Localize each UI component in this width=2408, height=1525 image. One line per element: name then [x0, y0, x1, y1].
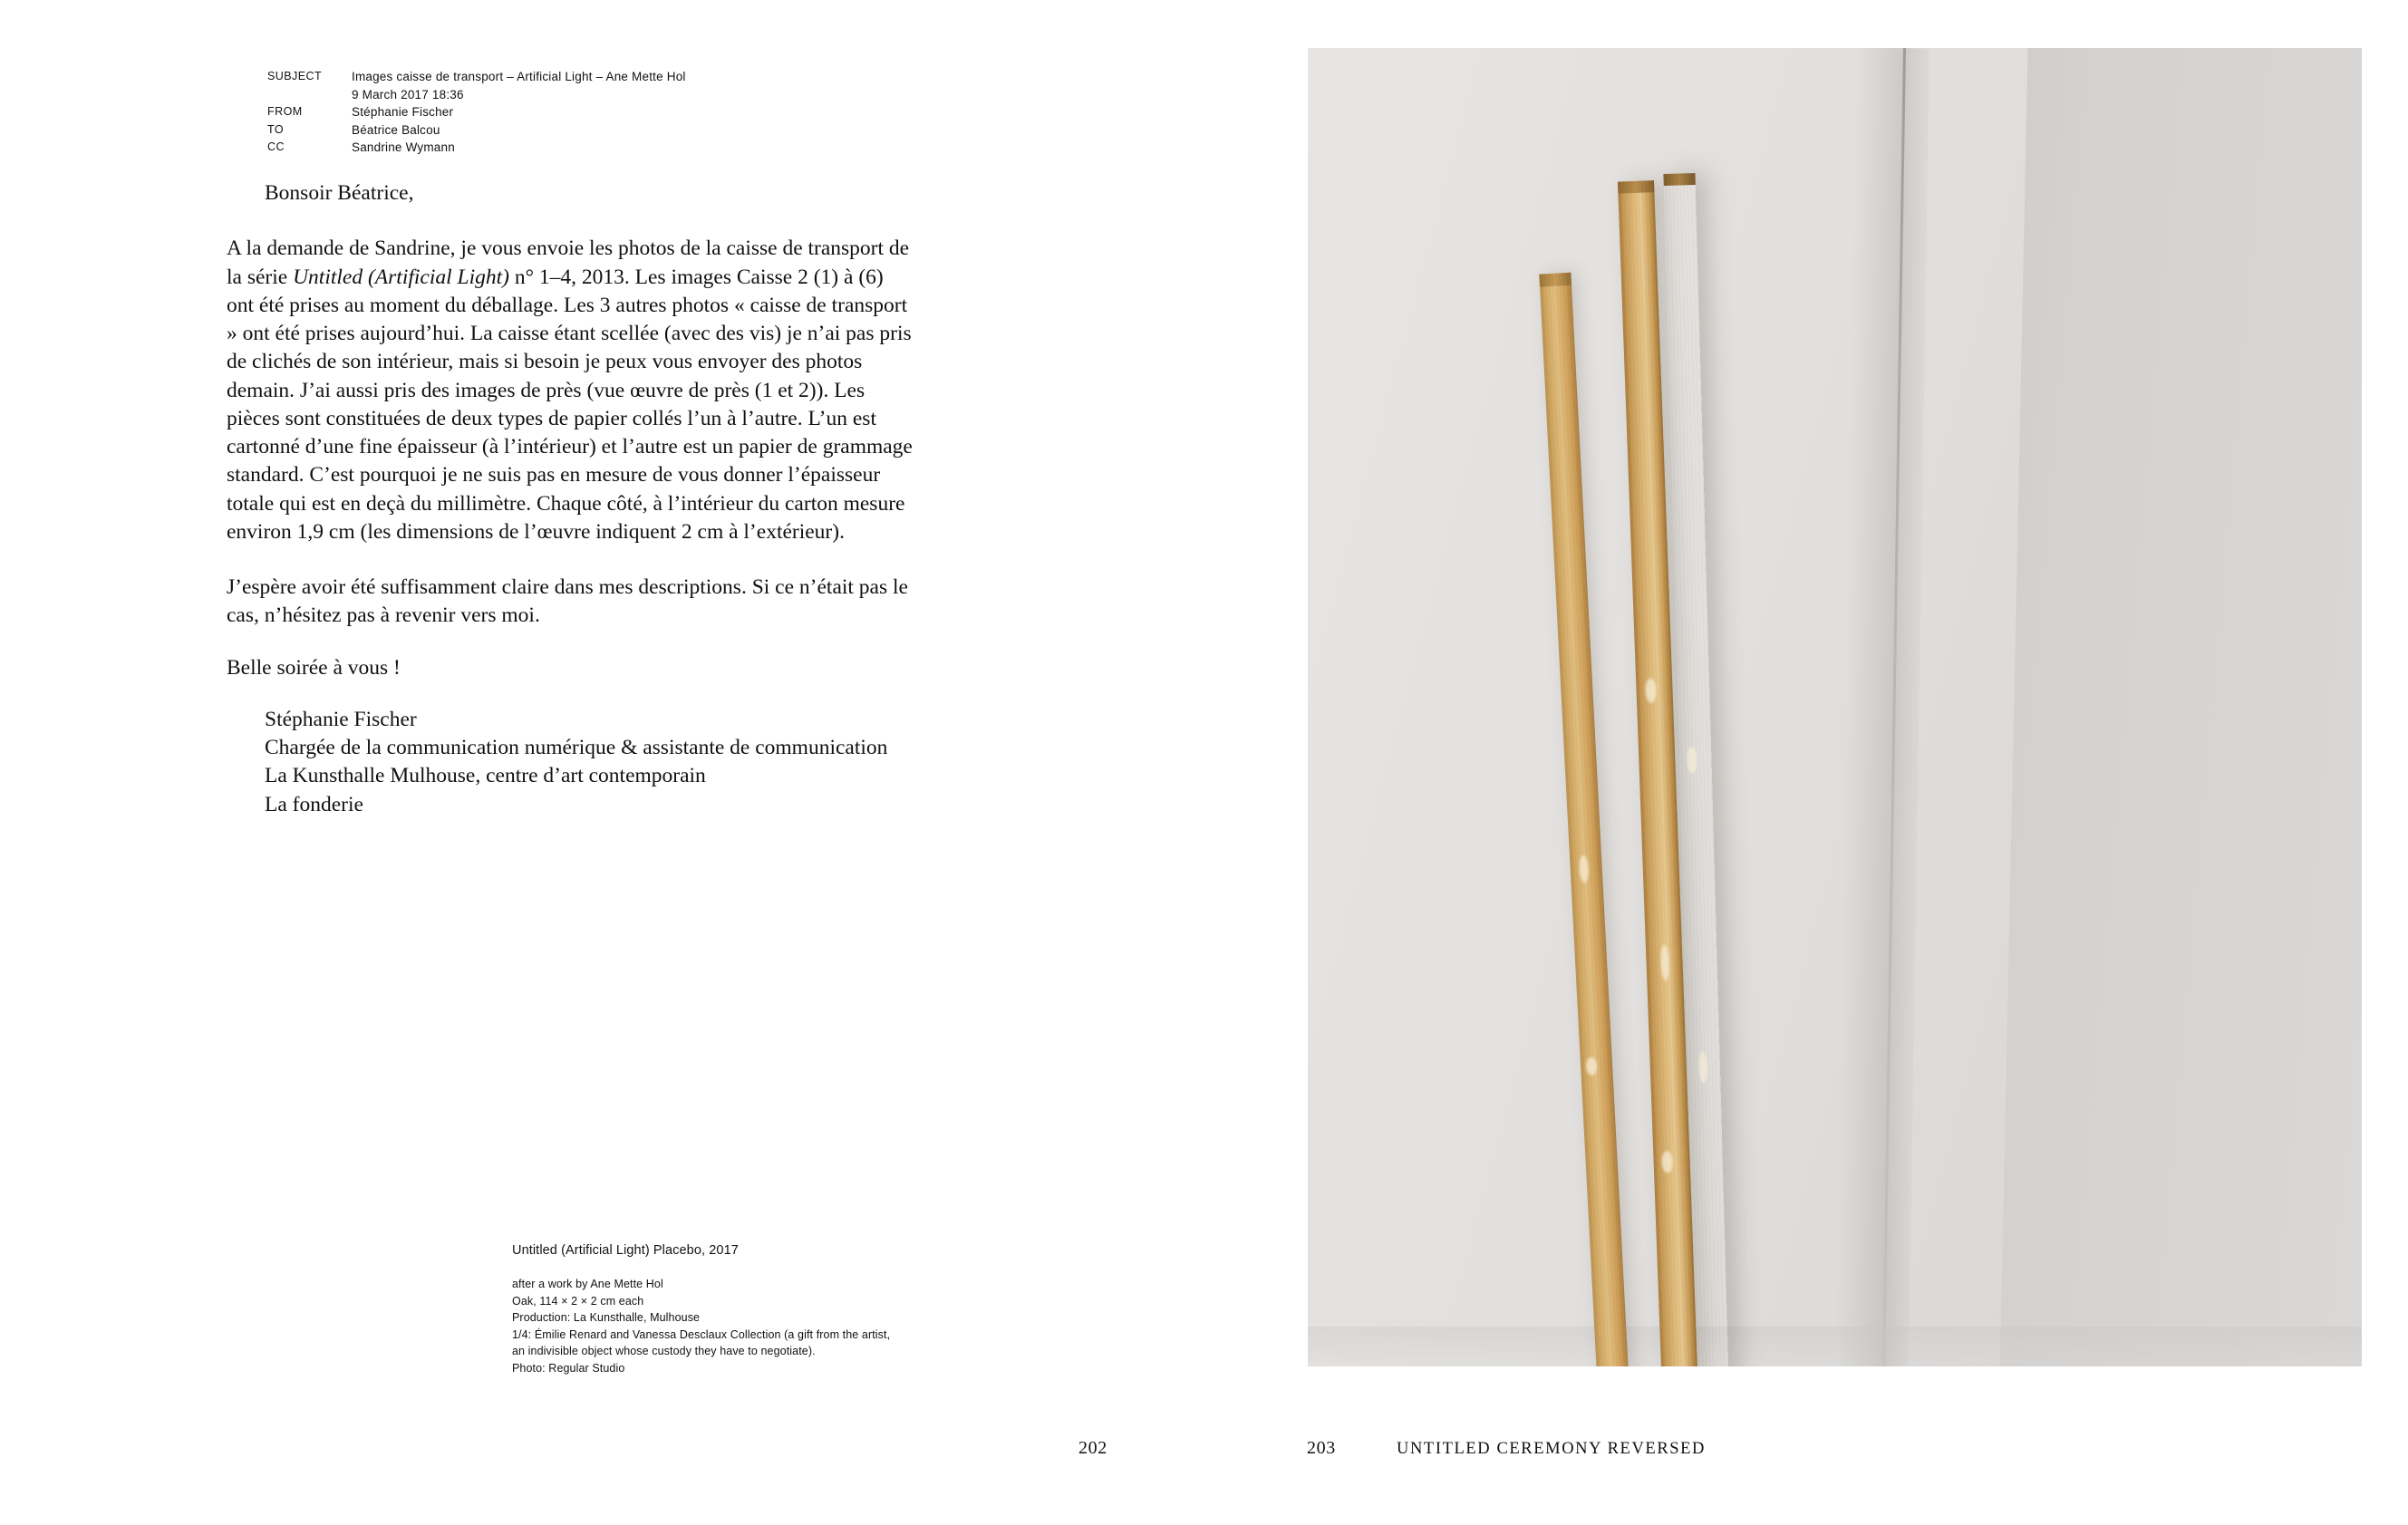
email-subject-row [267, 68, 902, 86]
folio-right: 203 [1307, 1438, 1336, 1458]
caption-title: Untitled (Artificial Light) Placebo, 2017 [512, 1243, 739, 1258]
email-from-row [267, 103, 902, 121]
letter-signature [227, 706, 915, 819]
email-datetime: 9 March 2017 18:36 [352, 87, 464, 101]
signature-line: La fonderie [265, 792, 363, 816]
email-header [267, 68, 902, 157]
email-to-value: Béatrice Balcou [352, 122, 440, 137]
email-from-label: FROM [267, 105, 303, 119]
oak-bar-1-knot [1586, 1057, 1598, 1076]
email-to-row [267, 121, 902, 140]
caption-line: Oak, 114 × 2 × 2 cm each [512, 1294, 644, 1308]
email-cc-label: CC [267, 140, 285, 154]
caption-line: 1/4: Émilie Renard and Vanessa Desclaux Collection (a gift from the artist, [512, 1327, 891, 1341]
letter-greeting: Bonsoir Béatrice, [265, 181, 414, 205]
artwork-photo [1308, 48, 2362, 1366]
caption-line: after a work by Ane Mette Hol [512, 1278, 663, 1290]
email-from-value: Stéphanie Fischer [352, 105, 454, 120]
oak-bar-2-knot [1661, 1151, 1673, 1173]
caption-line: Photo: Regular Studio [512, 1361, 625, 1375]
signature-line: La Kunsthalle Mulhouse, centre d’art contemporain [265, 764, 706, 788]
letter-body [227, 179, 915, 819]
running-head: UNTITLED CEREMONY REVERSED [1397, 1440, 1707, 1458]
caption-line: Production: La Kunsthalle, Mulhouse [512, 1311, 701, 1324]
email-cc-row [267, 139, 902, 157]
caption-line: an indivisible object whose custody they have to negotiate). [512, 1345, 816, 1357]
caption-details [512, 1276, 1020, 1376]
signature-line: Stéphanie Fischer [265, 707, 417, 731]
email-subject-value: Images caisse de transport – Artificial Light – Ane Mette Hol [352, 70, 686, 83]
letter-paragraph-2: J’espère avoir été suffisamment claire dans mes descriptions. Si ce n’était pas le cas, n’hésitez pas à revenir vers moi. [227, 575, 908, 628]
folio-left: 202 [1078, 1438, 1107, 1458]
email-to-label: TO [267, 122, 285, 136]
artwork-caption [512, 1243, 1020, 1376]
email-subject-label: SUBJECT [267, 70, 323, 82]
floor-plane [1308, 1327, 2362, 1366]
letter-paragraph-3: Belle soirée à vous ! [227, 655, 401, 680]
signature-line: Chargée de la communication numérique & assistante de communication [265, 736, 888, 759]
letter-paragraph-1: A la demande de Sandrine, je vous envoie les photos de la caisse de transport de la série Untitled (Artificial Light) n° 1–4, 2013. Les images Caisse 2 (1) à (6) ont été prises au moment du déballage. Les 3 autres photos « caisse de transport » ont été prises aujourd’hui. La caisse étant scellée (avec des vis) je n’ai pas pris de clichés de son intérieur, mais si besoin je peux vous envoyer des photos demain. J’ai aussi pris des images de près (vue œuvre de près (1 et 2)). Les pièces sont constituées de deux types de papier collés l’un à l’autre. L’un est cartonné d’une fine épaisseur (à l’intérieur) et l’autre est un papier de grammage standard. C’est pourquoi je ne suis pas en mesure de vous donner l’épaisseur totale qui est en deçà du millimètre. Chaque côté, à l’intérieur du carton mesure environ 1,9 cm (les dimensions de l’œuvre indiquent 2 cm à l’extérieur). [227, 236, 913, 544]
email-cc-value: Sandrine Wymann [352, 140, 455, 155]
